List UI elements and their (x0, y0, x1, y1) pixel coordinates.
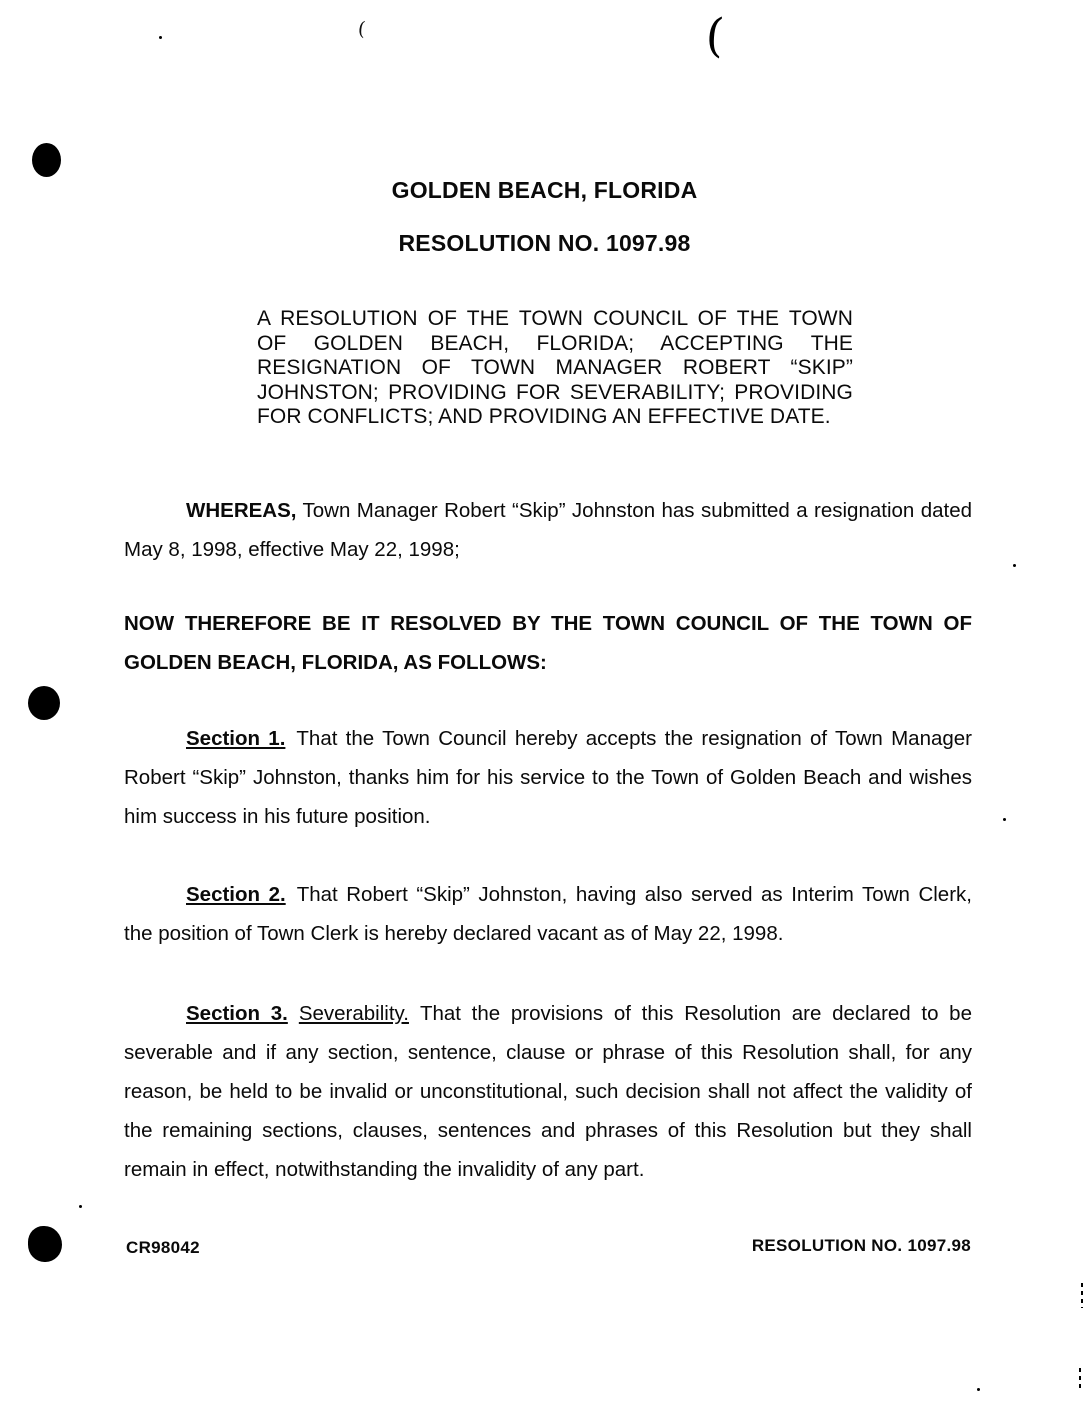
whereas-clause (124, 491, 972, 569)
scan-speck (977, 1388, 980, 1391)
resolution-caption: A RESOLUTION OF THE TOWN COUNCIL OF THE TOWN OF GOLDEN BEACH, FLORIDA; ACCEPTING THE RESIGNATION OF TOWN MANAGER ROBERT “SKIP” JOHNSTON; PROVIDING FOR SEVERABILITY; PROVIDING FOR CONFLICTS; AND PROVIDING AN EFFECTIVE DATE. (257, 307, 853, 428)
whereas-lead: WHEREAS, (186, 498, 297, 522)
scan-edge-artifact (1081, 1283, 1083, 1308)
section-2-body: That Robert “Skip” Johnston, having also served as Interim Town Clerk, the position of Town Clerk is hereby declared vacant as of May 22, 1998. (124, 882, 972, 945)
footer-document-number: CR98042 (126, 1238, 200, 1257)
scan-edge-artifact (1079, 1368, 1081, 1391)
handwritten-paren-mark: ( (704, 7, 726, 63)
section-2 (124, 875, 972, 953)
section-2-label: Section 2. (186, 882, 286, 906)
small-tick-mark: ( (356, 17, 367, 41)
section-3 (124, 994, 972, 1189)
document-title-location: GOLDEN BEACH, FLORIDA (391, 177, 698, 203)
punch-hole-middle (28, 686, 60, 720)
footer-resolution-number: RESOLUTION NO. 1097.98 (751, 1236, 971, 1255)
section-1-body: That the Town Council hereby accepts the resignation of Town Manager Robert “Skip” Johnston, thanks him for his service to the Town of Golden Beach and wishes him success in his future position. (124, 726, 972, 828)
scan-speck (79, 1205, 82, 1208)
punch-hole-top (32, 143, 61, 177)
whereas-body: Town Manager Robert “Skip” Johnston has submitted a resignation dated May 8, 1998, effective May 22, 1998; (124, 498, 972, 561)
scan-speck (1003, 818, 1006, 821)
section-3-title: Severability. (298, 1001, 409, 1025)
scan-speck (159, 36, 162, 39)
section-3-label: Section 3. (186, 1001, 288, 1025)
section-1-label: Section 1. (186, 726, 286, 750)
resolved-clause: NOW THEREFORE BE IT RESOLVED BY THE TOWN COUNCIL OF THE TOWN OF GOLDEN BEACH, FLORIDA, AS FOLLOWS: (124, 611, 972, 674)
document-title-resolution-number: RESOLUTION NO. 1097.98 (398, 230, 691, 256)
section-3-body: That the provisions of this Resolution are declared to be severable and if any section, sentence, clause or phrase of this Resolution shall, for any reason, be held to be invalid or unconstitutional, such decision shall not affect the validity of the remaining sections, clauses, sentences and phrases of this Resolution but they shall remain in effect, notwithstanding the invalidity of any part. (124, 1001, 972, 1181)
scan-speck (1013, 564, 1016, 567)
section-1 (124, 719, 972, 836)
punch-hole-bottom (28, 1226, 62, 1262)
